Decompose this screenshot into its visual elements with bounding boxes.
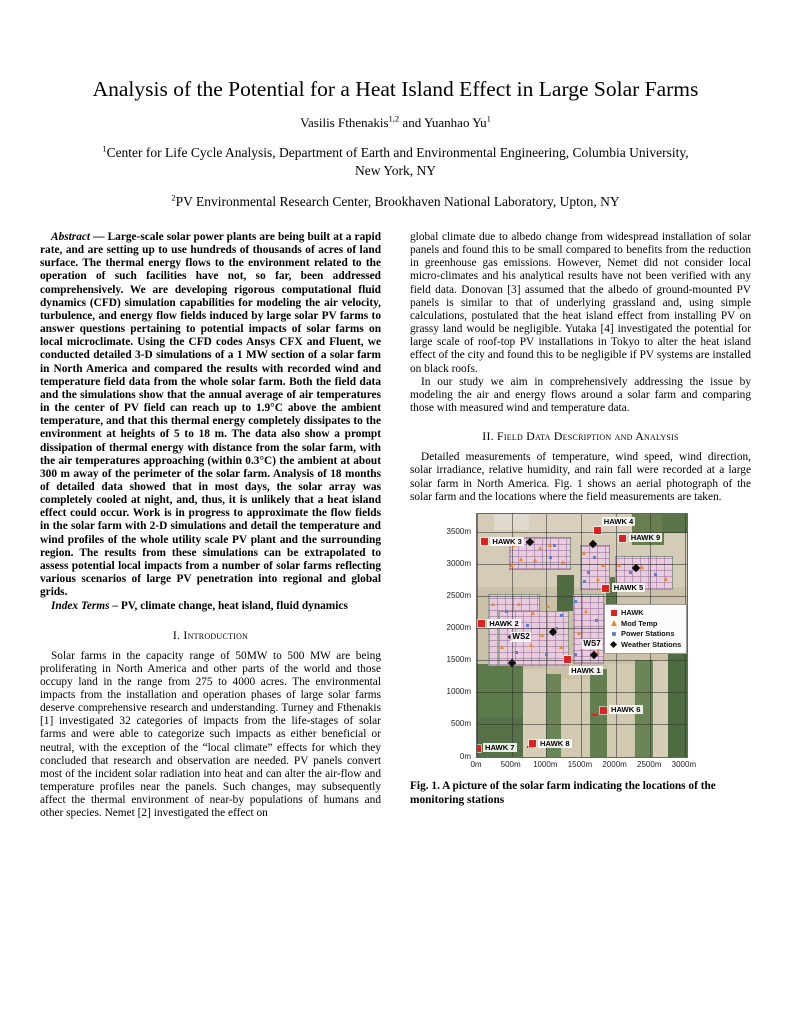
station-label: HAWK 8 (540, 738, 570, 748)
figure-caption: Fig. 1. A picture of the solar farm indicating the locations of the monitoring stations (410, 779, 716, 806)
legend-label: Mod Temp (621, 618, 658, 628)
legend-item (609, 608, 681, 619)
station-label: HAWK 7 (485, 743, 515, 753)
author-1: Vasilis Fthenakis (300, 115, 389, 130)
x-axis-tick-label: 1000m (533, 759, 558, 769)
right-column (410, 231, 751, 821)
mod-temp-icon (531, 611, 535, 615)
hawk-square-icon (481, 538, 488, 545)
power-station-icon (593, 556, 596, 559)
legend-label: HAWK (621, 608, 644, 618)
figure-plot (476, 513, 688, 758)
grid-line-horizontal (477, 692, 687, 693)
affiliation-2-text: PV Environmental Research Center, Brookhaven National Laboratory, Upton, NY (175, 194, 620, 209)
legend-symbol-diamond-icon (609, 642, 618, 647)
mod-temp-icon (582, 551, 586, 555)
affiliation-1-superscript: 1 (102, 143, 107, 154)
authors-line (40, 115, 751, 131)
power-station-icon (526, 624, 529, 627)
mod-temp-icon (596, 577, 600, 581)
grid-line-horizontal (477, 564, 687, 565)
figure-legend (604, 604, 687, 654)
legend-label: Weather Stations (621, 639, 682, 649)
mod-temp-icon (517, 602, 521, 606)
y-axis-tick-label: 1500m (446, 655, 471, 665)
figure-y-axis (443, 513, 476, 761)
mod-temp-icon (510, 563, 514, 567)
intro-paragraph-1-continued: global climate due to albedo change from widespread installation of solar panels and found this to be small compared to benefits from the reduction in greenhouse gas emissions. However, Nemet did not consider local micro-climates and his analytical results have not been verified with any field data. Donovan [3] assumed that the albedo of ground-mounted PV panels is similar to that of underlying grassland and, using simple calculations, postulated that the heat island effect from installing PV on grassy land would be negligible. Yutaka [4] investigated the potential for large scale of roof-top PV installations in Tokyo to alter the heat island effect of the city and found this to be negligible if PV systems are installed on black roofs. (410, 231, 751, 375)
hawk-square-icon (594, 527, 601, 534)
power-station-icon (545, 653, 548, 656)
left-column (40, 231, 381, 821)
square-glyph (611, 610, 617, 616)
affiliation-1-text: Center for Life Cycle Analysis, Department of Earth and Environmental Engineering, Columbia University, New York, NY (106, 145, 689, 178)
author-2-superscript: 1 (486, 113, 491, 124)
grid-line-vertical (477, 514, 478, 757)
station-label: HAWK 6 (611, 705, 641, 715)
mod-temp-icon (559, 645, 563, 649)
diamond-glyph (610, 641, 617, 648)
power-station-icon (574, 653, 577, 656)
x-axis-tick-label: 2500m (637, 759, 662, 769)
intro-paragraph-1: Solar farms in the capacity range of 50MW to 500 MW are being proliferating in North America and other parts of the world and those occupy land in the range from 275 to 4000 acres. The environmental impacts from the installation and operation phases of large solar farms deserve comprehensive research and understanding. Turney and Fthenakis [1] investigated 32 categories of impacts from the life-stages of solar farms and were able to categorize such impacts as either beneficial or neutral, with the exception of the “local climate” effects for which they concluded that research and observation are needed. PV panels convert most of the incident solar radiation into heat and can alter the air-flow and temperature profiles near the panels. Such changes, may subsequently affect the thermal environment of near-by populations of humans and other species. Nemet [2] investigated the effect on (40, 649, 381, 820)
affiliation-1 (92, 144, 700, 180)
y-axis-tick-label: 2000m (446, 623, 471, 633)
hawk-square-icon (619, 535, 626, 542)
mod-temp-icon (584, 609, 588, 613)
abstract-label: Abstract (51, 231, 91, 243)
index-terms-text: – PV, climate change, heat island, fluid dynamics (109, 600, 348, 613)
y-axis-tick-label: 500m (450, 719, 471, 729)
mod-temp-icon (500, 645, 504, 649)
affiliation-2 (92, 193, 700, 211)
x-axis-tick-label: 3000m (671, 759, 697, 769)
field-data-paragraph-1: Detailed measurements of temperature, wind speed, wind direction, solar irradiance, relative humidity, and rain fall were recorded at a large solar farm in North America. Fig. 1 shows an aerial photograph of the solar farm and the locations where the field measurements are taken. (410, 451, 751, 503)
power-station-icon (587, 571, 590, 574)
mod-temp-icon (491, 602, 495, 606)
y-axis-tick-label: 3000m (446, 558, 471, 568)
legend-item (609, 618, 681, 629)
figure-1 (410, 513, 751, 807)
paper-title: Analysis of the Potential for a Heat Island Effect in Large Solar Farms (92, 77, 699, 101)
figure-x-axis (470, 758, 697, 771)
power-station-icon (595, 619, 598, 622)
power-station-icon (560, 614, 563, 617)
mod-temp-icon (538, 546, 542, 550)
hawk-square-icon (476, 745, 481, 752)
hawk-square-icon (600, 707, 607, 714)
hawk-square-icon (602, 585, 609, 592)
mod-temp-icon (601, 563, 605, 567)
affiliation-2-superscript: 2 (171, 192, 176, 203)
ws-station-label: WS2 (512, 631, 530, 641)
x-axis-tick-label: 1500m (567, 759, 593, 769)
grid-line-horizontal (477, 724, 687, 725)
abstract (40, 231, 381, 599)
x-axis-tick-label: 0m (470, 759, 482, 769)
y-axis-tick-label: 2500m (446, 590, 471, 600)
photo-patch (653, 660, 668, 757)
station-label: HAWK 1 (571, 665, 601, 675)
hawk-square-icon (478, 620, 485, 627)
legend-item (609, 639, 681, 650)
power-station-icon (574, 600, 577, 603)
power-station-icon (505, 610, 508, 613)
power-station-icon (553, 544, 556, 547)
ws-station-label: WS7 (583, 638, 601, 648)
mod-temp-icon (533, 558, 537, 562)
grid-line-vertical (546, 514, 547, 757)
hawk-square-icon (564, 656, 571, 663)
abstract-dash: — (90, 231, 108, 243)
two-column-body (40, 231, 751, 821)
abstract-text: Large-scale solar power plants are being built at a rapid rate, and are setting up to use hundreds of thousands of acres of land surface. The thermal energy flows to the environment related to the operation of such facilities have not, so far, been addressed comprehensively. We are developing rigorous computational fluid dynamics (CFD) simulation capabilities for modeling the air velocity, turbulence, and energy flow fields induced by large solar PV farms to answer questions pertaining to potential impacts of solar farms on local microclimate. Using the CFD codes Ansys CFX and Fluent, we conducted detailed 3-D simulations of a 1 MW section of a solar farm in North America and compared the results with recorded wind and temperature field data from the whole solar farm. Both the field data and the simulations show that the annual average of air temperatures in the center of PV field can reach up to 1.9°C above the ambient temperature, and that this thermal energy completely dissipates to the environment at heights of 5 to 18 m. The data also show a prompt dissipation of thermal energy with distance from the solar farm, with the air temperatures approaching (within 0.3°C) the ambient at about 300 m away of the perimeter of the solar farm. Analysis of 18 months of detailed data showed that in most days, the solar array was completely cooled at night, and, thus, it is unlikely that a heat island effect could occur. Work is in progress to approximate the flow fields in the solar farm with 2-D simulations and detail the temperature and wind profiles of the whole utility scale PV plant and the surrounding region. The results from these simulations can be extrapolated to assess potential local impacts from a number of solar farms reflecting various scenarios of large PV penetration into regional and global grids. (40, 231, 382, 599)
legend-symbol-square-icon (609, 610, 618, 616)
power-station-icon (629, 571, 632, 574)
hawk-square-icon (529, 740, 536, 747)
mod-temp-icon (519, 557, 523, 561)
mod-temp-icon (548, 543, 552, 547)
intro-paragraph-2: In our study we aim in comprehensively addressing the issue by modeling the air and energy flows around a solar farm and comparing those with measured wind and temperature data. (410, 375, 751, 415)
y-axis-tick-label: 3500m (446, 526, 471, 536)
triangle-glyph (611, 620, 617, 626)
section-heading-introduction: I. Introduction (172, 627, 249, 642)
mod-temp-icon (529, 643, 533, 647)
mod-temp-icon (640, 565, 644, 569)
power-station-icon (549, 556, 552, 559)
figure-canvas (443, 513, 751, 761)
power-station-icon (515, 651, 518, 654)
photo-patch (662, 514, 687, 533)
mod-temp-icon (561, 560, 565, 564)
station-label: HAWK 3 (492, 536, 522, 546)
station-label: HAWK 5 (613, 583, 644, 593)
station-label: HAWK 2 (489, 618, 519, 628)
y-axis-tick-label: 0m (459, 751, 471, 761)
y-axis-tick-label: 1000m (446, 687, 471, 697)
dot-glyph (612, 632, 616, 636)
x-axis-tick-label: 2000m (602, 759, 627, 769)
x-axis-tick-label: 500m (500, 759, 521, 769)
power-station-icon (583, 580, 586, 583)
red-dash-icon (591, 714, 597, 717)
mod-temp-icon (664, 577, 668, 581)
mod-temp-icon (540, 633, 544, 637)
power-station-icon (555, 627, 558, 630)
power-station-icon (654, 573, 657, 576)
section-heading-field-data: II. Field Data Description and Analysis (482, 429, 679, 444)
mod-temp-icon (577, 631, 581, 635)
index-terms (40, 600, 381, 613)
mod-temp-icon (617, 563, 621, 567)
legend-symbol-triangle-icon (609, 620, 618, 626)
legend-label: Power Stations (621, 629, 675, 639)
station-label: HAWK 4 (603, 516, 634, 526)
legend-symbol-dot-icon (609, 632, 618, 636)
author-1-superscript: 1,2 (388, 113, 400, 124)
index-terms-label: Index Terms (51, 600, 110, 613)
photo-patch (557, 575, 574, 611)
author-2: and Yuanhao Yu (399, 115, 487, 130)
legend-item (609, 629, 681, 640)
station-label: HAWK 9 (630, 533, 661, 543)
grid-line-horizontal (477, 596, 687, 597)
mod-temp-icon (546, 604, 550, 608)
